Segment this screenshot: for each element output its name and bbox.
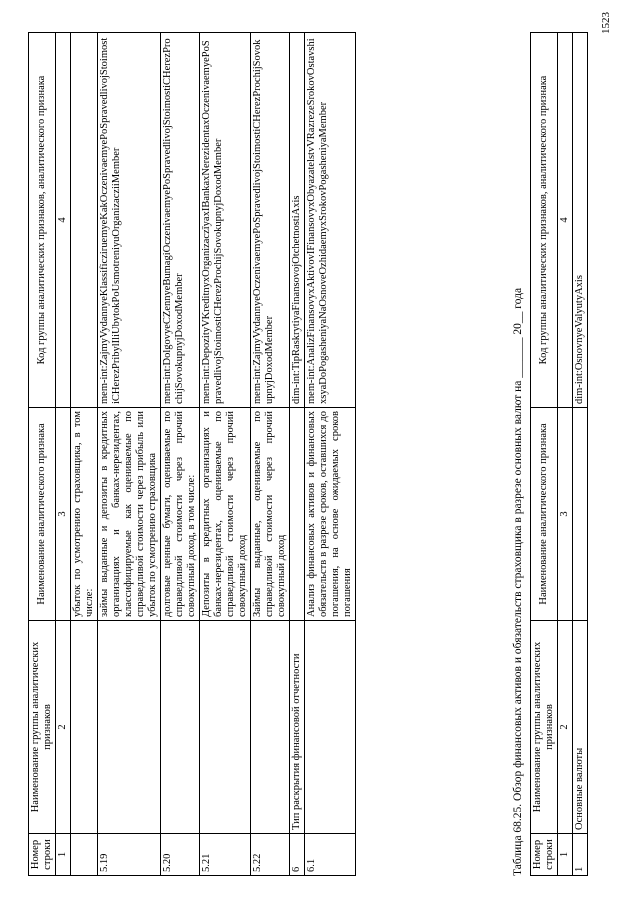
feature-name: Депозиты в кредитных организациях и банках-нерезидентах, оцениваемые по справедливой стоимости через прочий совокупный доход (200, 408, 251, 621)
header-feature-name: Наименование аналитического признака (531, 408, 558, 621)
index-cell: 1 (56, 834, 71, 876)
table-caption: Таблица 68.25. Обзор финансовых активов и обязательств страховщика в разрезе основных валют на _______ 20__ года (512, 287, 524, 876)
index-cell: 2 (558, 621, 573, 834)
index-cell: 4 (558, 33, 573, 408)
feature-code: dim-int:OsnovnyeValyutyAxis (573, 33, 588, 408)
group-name (305, 621, 356, 834)
group-name: Основные валюты (573, 621, 588, 834)
table-row (98, 33, 161, 876)
index-cell: 3 (558, 408, 573, 621)
feature-code (71, 33, 98, 408)
group-name (98, 621, 161, 834)
index-cell: 3 (56, 408, 71, 621)
table-row (305, 33, 356, 876)
feature-code: mem-int:ZajmyVydannyeOczenivaemyePoSpravedlivojStoimostiCHerezProchijSovokupnyjDoxodMember (251, 33, 290, 408)
currency-table (530, 32, 588, 876)
header-feature-name: Наименование аналитического признака (29, 408, 56, 621)
feature-name: Займы выданные, оцениваемые по справедливой стоимости через прочий совокупный доход (251, 408, 290, 621)
page-number: 1523 (600, 12, 612, 34)
table-row (251, 33, 290, 876)
group-name: Тип раскрытия финансовой отчетности (290, 621, 305, 834)
header-row-number: Номер строки (531, 834, 558, 876)
row-number: 1 (573, 834, 588, 876)
table-header-row (531, 33, 558, 876)
group-name (251, 621, 290, 834)
analytics-table (28, 32, 356, 876)
group-name (161, 621, 200, 834)
feature-name: займы выданные и депозиты в кредитных организациях и банках-нерезидентах, классифицируемые как оцениваемые по справедливой стоимости через прибыль или убыток по усмотрению страховщика (98, 408, 161, 621)
row-number (71, 834, 98, 876)
row-number: 6 (290, 834, 305, 876)
index-cell: 1 (558, 834, 573, 876)
index-cell: 4 (56, 33, 71, 408)
table-header-row (29, 33, 56, 876)
group-name (71, 621, 98, 834)
row-number: 5.20 (161, 834, 200, 876)
row-number: 5.19 (98, 834, 161, 876)
feature-code: mem-int:DolgovyeCZennyeBumagiOczenivaemyePoSpravedlivojStoimostiCHerezProchijSovokupnyjDoxodMember (161, 33, 200, 408)
rotated-content (20, 0, 630, 880)
feature-code: mem-int:DepozityVKreditnyxOrganizaczīyaxIBankaxNerezidentaxOczenivaemyePoSpravedlivojStoimostiCHerezProchijSovokupnyjDoxodMember (200, 33, 251, 408)
column-index-row (558, 33, 573, 876)
index-cell: 2 (56, 621, 71, 834)
row-number: 5.21 (200, 834, 251, 876)
group-name (200, 621, 251, 834)
table-row (200, 33, 251, 876)
header-group-name: Наименование группы аналитических признаков (531, 621, 558, 834)
table-row (161, 33, 200, 876)
feature-name: убыток по усмотрению страховщика, в том числе: (71, 408, 98, 621)
header-code: Код группы аналитических признаков, аналитического признака (531, 33, 558, 408)
header-code: Код группы аналитических признаков, аналитического признака (29, 33, 56, 408)
feature-name (573, 408, 588, 621)
feature-name: долговые ценные бумаги, оцениваемые по справедливой стоимости через прочий совокупный доход, в том числе: (161, 408, 200, 621)
header-row-number: Номер строки (29, 834, 56, 876)
column-index-row (56, 33, 71, 876)
header-group-name: Наименование группы аналитических признаков (29, 621, 56, 834)
row-number: 5.22 (251, 834, 290, 876)
row-number: 6.1 (305, 834, 356, 876)
feature-code: mem-int:ZajmyVydannyeKlassificziruemyeKakOczenivaemyePoSpravedlivojStoimostiCHerezPribylIliUbytokPoUsmotreniyuOrganizacziiMember (98, 33, 161, 408)
feature-name: Анализ финансовых активов и финансовых обязательств в разрезе сроков, оставшихся до погашения, на основе ожидаемых сроков погашения (305, 408, 356, 621)
feature-code: mem-int:AnalizFinansovyxAktivovIFinansovyxObyazatelstvVRazrezeSrokovOstavshixsyaDoPogasheniyaNaOsnoveOzhidaemyxSrokovPogasheniyaMember (305, 33, 356, 408)
table-row (290, 33, 305, 876)
feature-name (290, 408, 305, 621)
feature-code: dim-int:TipRaskrytiyaFinansovojOtchetnostiAxis (290, 33, 305, 408)
table-row (573, 33, 588, 876)
table-row (71, 33, 98, 876)
